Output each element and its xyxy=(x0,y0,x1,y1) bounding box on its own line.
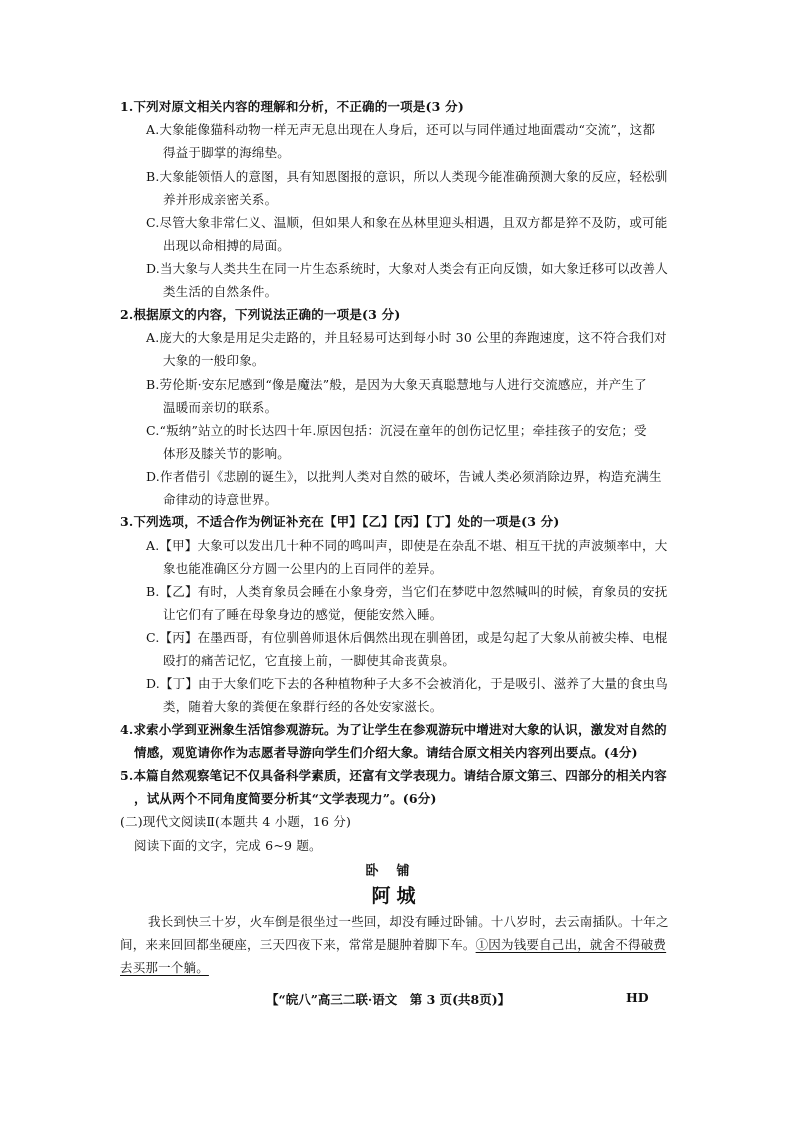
question-5-line1: 5.本篇自然观察笔记不仅具备科学素质，还富有文学表现力。请结合原文第三、四部分的相关内容 xyxy=(120,768,667,783)
q1-option-c-line1: C.尽管大象非常仁义、温顺，但如果人和象在丛林里迎头相遇，且双方都是猝不及防，或可能 xyxy=(146,215,668,230)
q1-option-d-line2: 类生活的自然条件。 xyxy=(163,284,278,299)
q2-option-a-line1: A.庞大的大象是用足尖走路的，并且轻易可达到每小时 30 公里的奔跑速度，这不符合我们对 xyxy=(146,330,667,345)
q2-option-c-line2: 体形及膝关节的影响。 xyxy=(163,446,291,461)
q3-option-b-line2: 让它们有了睡在母象身边的感觉，便能安然入睡。 xyxy=(163,607,443,622)
q1-option-c-line2: 出现以命相搏的局面。 xyxy=(163,238,291,253)
q3-option-d-line2: 类，随着大象的粪便在象群行经的各处安家滋长。 xyxy=(163,699,443,714)
question-3-stem: 3.下列选项，不适合作为例证补充在【甲】【乙】【丙】【丁】处的一项是(3 分) xyxy=(120,514,560,529)
q3-option-c-line2: 殴打的痛苦记忆，它直接上前，一脚使其命丧黄泉。 xyxy=(163,653,456,668)
section-heading: (二)现代文阅读Ⅱ(本题共 4 小题，16 分) xyxy=(120,814,352,829)
essay-paragraph-line2 xyxy=(120,937,666,953)
q3-option-a-line1: A.【甲】大象可以发出几十种不同的鸣叫声，即使是在杂乱不堪、相互干扰的声波频率中，大 xyxy=(146,538,668,553)
question-1-stem: 1.下列对原文相关内容的理解和分析，不正确的一项是(3 分) xyxy=(120,99,464,114)
q1-option-a-line2: 得益于脚掌的海绵垫。 xyxy=(163,145,291,160)
q3-option-d-line1: D.【丁】由于大象们吃下去的各种植物种子大多不会被消化，于是吸引、滋养了大量的食虫鸟 xyxy=(146,676,668,691)
question-4-line2: 情感，观览请你作为志愿者导游向学生们介绍大象。请结合原文相关内容列出要点。(4分) xyxy=(134,745,638,760)
essay-title: 卧铺 xyxy=(365,864,428,879)
q2-option-c-line1: C.“叛纳”站立的时长达四十年.原因包括：沉浸在童年的创伤记忆里；牵挂孩子的安危；受 xyxy=(146,423,647,438)
q1-option-a-line1: A.大象能像猫科动物一样无声无息出现在人身后，还可以与同伴通过地面震动“交流”，这都 xyxy=(146,122,656,137)
question-2-stem: 2.根据原文的内容，下列说法正确的一项是(3 分) xyxy=(120,307,401,322)
q2-option-d-line2: 命律动的诗意世界。 xyxy=(163,492,278,507)
question-5-line2: ，试从两个不同角度简要分析其“文学表现力”。(6分) xyxy=(134,791,437,806)
question-4-line1: 4.求索小学到亚洲象生活馆参观游玩。为了让学生在参观游玩中增进对大象的认识，激发对自然的 xyxy=(120,722,667,737)
q1-option-d-line1: D.当大象与人类共生在同一片生态系统时，大象对人类会有正向反馈，如大象迁移可以改善人 xyxy=(146,261,668,276)
q3-option-b-line1: B.【乙】有时，人类育象员会睡在小象身旁，当它们在梦呓中忽然喊叫的时候，育象员的安抚 xyxy=(146,584,668,599)
q2-option-b-line2: 温暖而亲切的联系。 xyxy=(163,400,278,415)
q1-option-b-line1: B.大象能领悟人的意图，具有知恩图报的意识，所以人类现今能准确预测大象的反应，轻松驯 xyxy=(146,169,668,184)
essay-paragraph-line1: 我长到快三十岁，火车倒是很坐过一些回，却没有睡过卧铺。十八岁时，去云南插队。十年之 xyxy=(148,914,669,929)
q2-option-d-line1: D.作者借引《悲剧的诞生》，以批判人类对自然的破坏，告诫人类必须消除边界，构造充满生 xyxy=(146,469,662,484)
underlined-sentence-1-part1: ①因为钱要自己出，就舍不得破费 xyxy=(475,937,667,952)
section-instruction: 阅读下面的文字，完成 6~9 题。 xyxy=(134,838,322,853)
footer-code: HD xyxy=(626,990,649,1005)
essay-author: 阿城 xyxy=(371,885,422,907)
footer-page-info: 【“皖八”高三二联·语文 第 3 页(共8页)】 xyxy=(266,992,511,1007)
essay-paragraph-line2-text: 间，来来回回都坐硬座，三天四夜下来，常常是腿肿着脚下车。 xyxy=(120,937,476,952)
q3-option-a-line2: 象也能准确区分方圆一公里内的上百同伴的差异。 xyxy=(163,561,443,576)
underlined-sentence-1-part2: 去买那一个躺。 xyxy=(120,960,209,975)
q2-option-a-line2: 大象的一般印象。 xyxy=(163,353,265,368)
q3-option-c-line1: C.【丙】在墨西哥，有位驯兽师退休后偶然出现在驯兽团，或是勾起了大象从前被尖棒、电棍 xyxy=(146,630,668,645)
q1-option-b-line2: 养并形成亲密关系。 xyxy=(163,192,278,207)
q2-option-b-line1: B.劳伦斯·安东尼感到“像是魔法”般，是因为大象天真聪慧地与人进行交流感应，并产生了 xyxy=(146,377,647,392)
